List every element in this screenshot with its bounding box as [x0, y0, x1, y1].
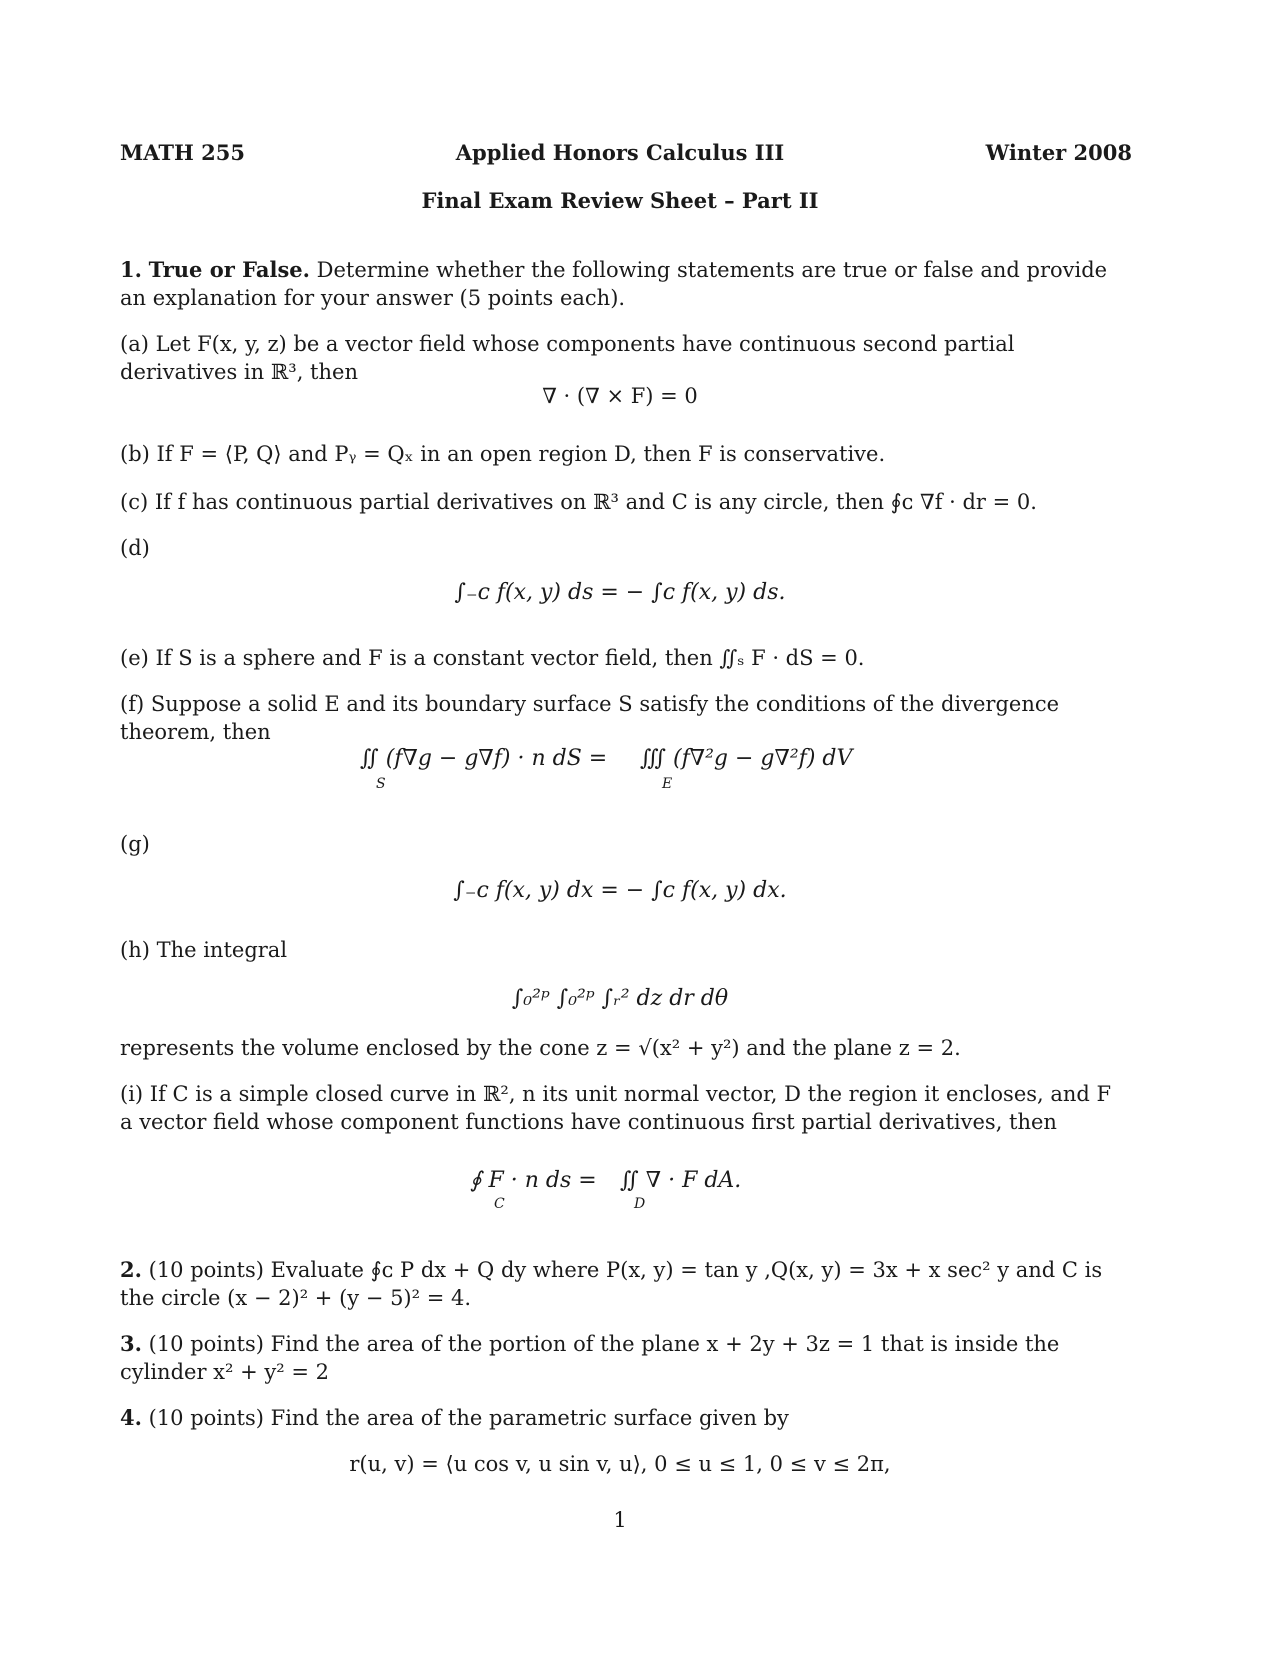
question-1-text: Determine whether the following statements are true or false and provide an explanation for your answer (5 points each). — [120, 258, 1108, 310]
item-f-equation-left: ∬ (f∇g − g∇f) · n dS = — [360, 746, 608, 771]
item-f-sub-left: S — [376, 776, 386, 792]
question-1-heading: True or False. — [148, 257, 310, 282]
item-h-description: represents the volume enclosed by the cone z = √(x² + y²) and the plane z = 2. — [120, 1036, 961, 1060]
item-f-equation-right: ∭ (f∇²g − g∇²f) dV — [640, 746, 853, 771]
item-g-equation: ∫₋ᴄ f(x, y) dx = − ∫ᴄ f(x, y) dx. — [453, 878, 787, 903]
question-3 — [120, 1330, 1120, 1386]
item-a-equation: ∇ · (∇ × F) = 0 — [542, 384, 698, 408]
item-g-label: (g) — [120, 832, 150, 856]
item-f-text: (f) Suppose a solid E and its boundary surface S satisfy the conditions of the divergence theorem, then — [120, 692, 1060, 744]
question-2-text: (10 points) Evaluate ∮ᴄ P dx + Q dy where P(x, y) = tan y ,Q(x, y) = 3x + x sec² y and C is the circle (x − 2)² + (y − 5)² = 4. — [120, 1258, 1103, 1310]
page-number: 1 — [613, 1508, 627, 1532]
item-h-equation: ∫₀²ᵖ ∫₀²ᵖ ∫ᵣ² dz dr dθ — [511, 986, 729, 1011]
page-subtitle: Final Exam Review Sheet – Part II — [421, 188, 819, 213]
question-1-number: 1. — [120, 257, 142, 282]
item-d-label: (d) — [120, 536, 150, 560]
question-4 — [120, 1404, 1120, 1432]
item-b-text: (b) If F = ⟨P, Q⟩ and Pᵧ = Qₓ in an open region D, then F is conservative. — [120, 442, 886, 466]
item-d-equation: ∫₋ᴄ f(x, y) ds = − ∫ᴄ f(x, y) ds. — [454, 580, 786, 605]
item-e-text: (e) If S is a sphere and F is a constant vector field, then ∬ₛ F · dS = 0. — [120, 646, 865, 670]
item-i-sub-right: D — [634, 1196, 646, 1212]
question-2-number: 2. — [120, 1257, 142, 1282]
question-3-number: 3. — [120, 1331, 142, 1356]
item-f-sub-right: E — [662, 776, 673, 792]
item-h-text: (h) The integral — [120, 938, 288, 962]
item-i-text: (i) If C is a simple closed curve in ℝ², n its unit normal vector, D the region it encloses, and F a vector field whose component functions have continuous first partial derivatives, then — [120, 1082, 1112, 1134]
question-2 — [120, 1256, 1120, 1312]
item-c-text: (c) If f has continuous partial derivatives on ℝ³ and C is any circle, then ∮ᴄ ∇f · dr = 0. — [120, 490, 1037, 514]
course-code: MATH 255 — [120, 140, 246, 165]
question-4-equation: r(u, v) = ⟨u cos v, u sin v, u⟩, 0 ≤ u ≤ 1, 0 ≤ v ≤ 2π, — [349, 1452, 891, 1476]
item-i-equation-right: ∬ ∇ · F dA. — [620, 1168, 742, 1193]
course-title: Applied Honors Calculus III — [455, 140, 785, 165]
question-4-number: 4. — [120, 1405, 142, 1430]
term: Winter 2008 — [985, 140, 1132, 165]
question-3-text: (10 points) Find the area of the portion of the plane x + 2y + 3z = 1 that is inside the cylinder x² + y² = 2 — [120, 1332, 1060, 1384]
item-i-sub-left: C — [494, 1196, 505, 1212]
item-a-text: (a) Let F(x, y, z) be a vector field whose components have continuous second partial derivatives in ℝ³, then — [120, 332, 1015, 384]
question-1-intro — [120, 256, 1120, 312]
item-i-equation-left: ∮ F · n ds = — [470, 1168, 597, 1193]
question-4-text: (10 points) Find the area of the parametric surface given by — [148, 1406, 789, 1430]
